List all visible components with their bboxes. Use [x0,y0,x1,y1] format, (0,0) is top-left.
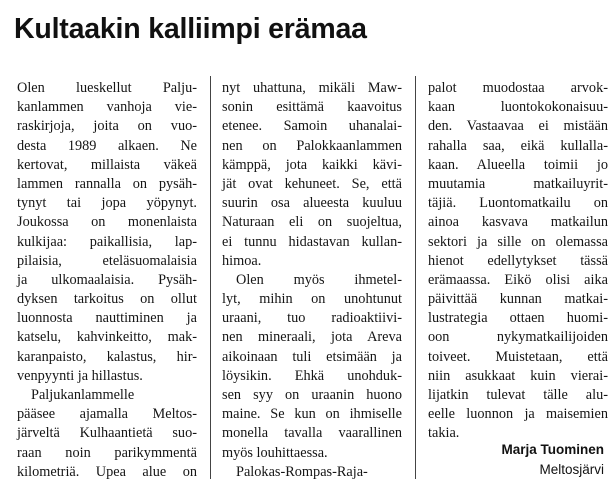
text-line: Joukossa on monenlaista [17,214,197,231]
text-line: suurin osa alueesta kuuluu [222,195,402,212]
text-line: lustrategia ottaen huomi- [428,310,608,327]
text-line: toiveet. Muistetaan, että [428,348,608,365]
text-line: katselu, kahvinkeitto, mak- [17,329,197,346]
text-column-3 [428,79,608,444]
text-line: Olen lueskellut Palju- [17,80,197,96]
text-line: luonnosta nauttiminen ja [17,310,197,327]
author-place: Meltosjärvi [539,462,604,477]
text-line: kulkijaa: paikallisia, lap- [17,233,197,250]
text-line: oon nykymatkailijoiden [428,329,608,346]
text-column-1 [17,79,197,482]
text-line: rahalla saa, eikä kullalla- [428,137,608,154]
article-headline: Kultaakin kalliimpi erämaa [14,13,367,45]
text-line: nyt uhattuna, mikäli Maw- [222,80,402,96]
text-line: Palokas-Rompas-Raja- [236,463,368,480]
author-name: Marja Tuominen [501,442,604,457]
text-line: jät ovat kehuneet. Se, että [222,175,402,192]
text-line: järveltä Kulhaantietä suo- [17,425,197,442]
text-line: raskirjoja, joita on vuo- [17,118,197,135]
text-line: päivittää kunnan matkai- [428,291,608,308]
column-divider [210,76,211,479]
text-line: kertovat, millaista väkeä [17,156,197,173]
text-line: Naturaan eli on suojeltua, [222,214,402,231]
text-line: ja ulkomaalaisia. Pysäh- [17,271,197,288]
text-line: uraani, tuo radioaktiivi- [222,310,402,327]
text-line: kanlammen vanhoja vie- [17,99,197,116]
text-line: niin asukkaat kuin vierai- [428,367,608,384]
text-line: löysikin. Ehkä unohduk- [222,367,402,384]
text-line: erämaassa. Eikö olisi aika [428,271,608,288]
text-line: palot muodostaa arvok- [428,80,608,96]
text-line: ei tunnu hidastavan kullan- [222,233,402,250]
text-line: myös louhittaessa. [222,444,328,461]
text-line: nen on Palokkaanlammen [222,137,402,154]
text-line: lyt, mihin on unohtunut [222,291,402,308]
text-line: tynyt tai jopa yöpynyt. [17,195,197,212]
text-line: takia. [428,425,460,442]
text-line: sektori ja sille on olemassa [428,233,608,250]
text-line: himoa. [222,252,262,269]
text-line: kämppä, jota kaikki kävi- [222,156,402,173]
text-column-2 [222,79,402,482]
text-line: sonin esittämä kaavoitus [222,99,402,116]
column-divider [415,76,416,479]
text-line: maine. Se kun on ihmiselle [222,406,402,423]
text-line: aikoinaan tuli etsimään ja [222,348,402,365]
text-line: kaan luontokokonaisuu- [428,99,608,116]
text-line: hienot edellytykset tässä [428,252,608,269]
text-line: lijatkin tulevat tälle alu- [428,387,608,403]
text-line: etenee. Samoin uhanalai- [222,118,402,135]
text-line: pilaisia, eteläsuomalaisia [17,252,197,269]
text-line: venpyynti ja hillastus. [17,367,143,384]
text-line: Olen myös ihmetel- [236,271,402,288]
text-line: monella tavalla vaarallinen [222,425,402,442]
text-line: Paljukanlammelle [31,387,135,403]
text-line: täjiä. Luontomatkailu on [428,195,608,212]
text-line: nen mineraali, jota Areva [222,329,402,346]
text-line: sen syy on uraanin huono [222,387,402,403]
text-line: pääsee ajamalla Meltos- [17,406,197,423]
text-line: kaan. Alueella toimii jo [428,156,608,173]
text-line: eelle luonnon ja maisemien [428,406,608,423]
text-line: dyksen tarkoitus on ollut [17,291,197,308]
text-line: kilometriä. Upea alue on [17,463,197,480]
text-line: raan noin parikymmentä [17,444,197,461]
text-line: karanpaisto, kalastus, hir- [17,348,197,365]
text-line: ainoa kasvava matkailun [428,214,608,231]
text-line: muutamia matkailuyrit- [428,175,608,192]
text-line: lammen rannalla on pysäh- [17,175,197,192]
text-line: desta 1989 alkaen. Ne [17,137,197,154]
text-line: den. Vastaavaa ei mistään [428,118,608,135]
